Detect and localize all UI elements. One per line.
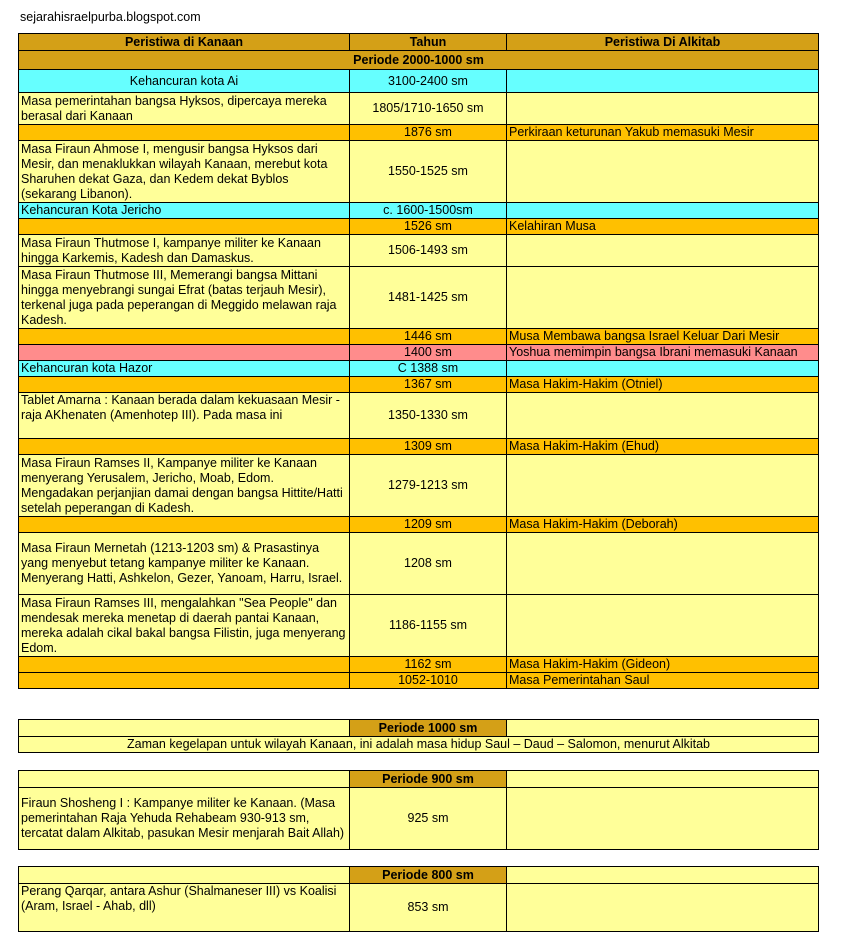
period-row (19, 51, 819, 70)
blank-cell (507, 771, 819, 788)
alkitab-cell: Perkiraan keturunan Yakub memasuki Mesir (507, 125, 819, 141)
year-cell: 1550-1525 sm (350, 141, 507, 203)
period-header-row (19, 771, 819, 788)
kanaan-cell: Kehancuran kota Hazor (19, 361, 350, 377)
kanaan-cell (19, 439, 350, 455)
year-cell: 1350-1330 sm (350, 393, 507, 439)
table-row (19, 517, 819, 533)
table-row (19, 361, 819, 377)
table-row (19, 93, 819, 125)
alkitab-cell: Kelahiran Musa (507, 219, 819, 235)
year-cell: 925 sm (350, 788, 507, 850)
kanaan-cell: Masa Firaun Ahmose I, mengusir bangsa Hyksos dari Mesir, dan menaklukkan wilayah Kanaan, merebut kota Sharuhen dekat Gaza, dan Kedem dekat Byblos (sekarang Libanon). (19, 141, 350, 203)
table-row (19, 203, 819, 219)
kanaan-cell: Masa Firaun Thutmose I, kampanye militer ke Kanaan hingga Karkemis, Kadesh dan Damaskus. (19, 235, 350, 267)
alkitab-cell (507, 533, 819, 595)
table-row (19, 329, 819, 345)
alkitab-cell (507, 788, 819, 850)
kanaan-cell: Masa pemerintahan bangsa Hyksos, dipercaya mereka berasal dari Kanaan (19, 93, 350, 125)
period-title: Periode 2000-1000 sm (19, 51, 819, 70)
alkitab-cell: Masa Hakim-Hakim (Ehud) (507, 439, 819, 455)
alkitab-cell (507, 361, 819, 377)
period-title: Periode 900 sm (350, 771, 507, 788)
kanaan-cell: Kehancuran Kota Jericho (19, 203, 350, 219)
table-row (19, 788, 819, 850)
year-cell: 1481-1425 sm (350, 267, 507, 329)
year-cell: 1400 sm (350, 345, 507, 361)
header-kanaan: Peristiwa di Kanaan (19, 34, 350, 51)
source-url: sejarahisraelpurba.blogspot.com (20, 10, 201, 24)
timeline-table-800 (18, 866, 819, 932)
timeline-table-900 (18, 770, 819, 850)
alkitab-cell (507, 393, 819, 439)
year-cell: 1279-1213 sm (350, 455, 507, 517)
table-row (19, 884, 819, 932)
kanaan-cell: Firaun Shosheng I : Kampanye militer ke Kanaan. (Masa pemerintahan Raja Yehuda Rehabeam 930-913 sm, tercatat dalam Alkitab, pasukan Mesir menjarah Bait Allah) (19, 788, 350, 850)
year-cell: 1805/1710-1650 sm (350, 93, 507, 125)
table-row (19, 737, 819, 753)
alkitab-cell: Masa Hakim-Hakim (Deborah) (507, 517, 819, 533)
kanaan-cell: Masa Firaun Ramses III, mengalahkan "Sea People" dan mendesak mereka menetap di daerah pantai Kanaan, mereka adalah cikal bakal bangsa Filistin, juga menyerang Edom. (19, 595, 350, 657)
table-row (19, 235, 819, 267)
table-row (19, 455, 819, 517)
kanaan-cell: Perang Qarqar, antara Ashur (Shalmaneser III) vs Koalisi (Aram, Israel - Ahab, dll) (19, 884, 350, 932)
blank-cell (507, 867, 819, 884)
blank-cell (507, 720, 819, 737)
year-cell: 1526 sm (350, 219, 507, 235)
year-cell: C 1388 sm (350, 361, 507, 377)
kanaan-cell (19, 377, 350, 393)
period-header-row (19, 867, 819, 884)
alkitab-cell (507, 70, 819, 93)
year-cell: 1209 sm (350, 517, 507, 533)
table-row (19, 533, 819, 595)
kanaan-cell (19, 657, 350, 673)
table-row (19, 125, 819, 141)
year-cell: 1446 sm (350, 329, 507, 345)
table-row (19, 141, 819, 203)
kanaan-cell (19, 345, 350, 361)
alkitab-cell (507, 93, 819, 125)
table-row (19, 393, 819, 439)
header-tahun: Tahun (350, 34, 507, 51)
table-row (19, 595, 819, 657)
period-description: Zaman kegelapan untuk wilayah Kanaan, ini adalah masa hidup Saul – Daud – Salomon, menurut Alkitab (19, 737, 819, 753)
year-cell: c. 1600-1500sm (350, 203, 507, 219)
table-row (19, 377, 819, 393)
alkitab-cell: Masa Hakim-Hakim (Otniel) (507, 377, 819, 393)
kanaan-cell (19, 329, 350, 345)
alkitab-cell (507, 267, 819, 329)
table-row (19, 657, 819, 673)
kanaan-cell (19, 125, 350, 141)
alkitab-cell (507, 203, 819, 219)
table-row (19, 267, 819, 329)
year-cell: 1309 sm (350, 439, 507, 455)
table-row (19, 439, 819, 455)
timeline-table-1000 (18, 719, 819, 753)
alkitab-cell (507, 141, 819, 203)
period-header-row (19, 720, 819, 737)
year-cell: 1162 sm (350, 657, 507, 673)
kanaan-cell (19, 219, 350, 235)
alkitab-cell (507, 884, 819, 932)
header-alkitab: Peristiwa Di Alkitab (507, 34, 819, 51)
year-cell: 853 sm (350, 884, 507, 932)
blank-cell (19, 771, 350, 788)
period-title: Periode 1000 sm (350, 720, 507, 737)
alkitab-cell: Masa Hakim-Hakim (Gideon) (507, 657, 819, 673)
year-cell: 1052-1010 (350, 673, 507, 689)
alkitab-cell: Masa Pemerintahan Saul (507, 673, 819, 689)
alkitab-cell (507, 455, 819, 517)
period-title: Periode 800 sm (350, 867, 507, 884)
table-row (19, 219, 819, 235)
year-cell: 1367 sm (350, 377, 507, 393)
alkitab-cell (507, 235, 819, 267)
table-row (19, 673, 819, 689)
kanaan-cell: Tablet Amarna : Kanaan berada dalam kekuasaan Mesir - raja AKhenaten (Amenhotep III). Pada masa ini (19, 393, 350, 439)
header-row (19, 34, 819, 51)
year-cell: 1186-1155 sm (350, 595, 507, 657)
year-cell: 1208 sm (350, 533, 507, 595)
kanaan-cell (19, 673, 350, 689)
kanaan-cell: Masa Firaun Mernetah (1213-1203 sm) & Prasastinya yang menyebut tetang kampanye militer ke Kanaan. Menyerang Hatti, Ashkelon, Gezer, Yanoam, Harru, Israel. (19, 533, 350, 595)
alkitab-cell (507, 595, 819, 657)
kanaan-cell (19, 517, 350, 533)
kanaan-cell: Kehancuran kota Ai (19, 70, 350, 93)
kanaan-cell: Masa Firaun Thutmose III, Memerangi bangsa Mittani hingga menyebrangi sungai Efrat (batas terjauh Mesir), terkenal juga pada peperangan di Meggido melawan raja Kadesh. (19, 267, 350, 329)
table-row (19, 345, 819, 361)
alkitab-cell: Yoshua memimpin bangsa Ibrani memasuki Kanaan (507, 345, 819, 361)
timeline-table-main (18, 33, 819, 689)
year-cell: 3100-2400 sm (350, 70, 507, 93)
blank-cell (19, 720, 350, 737)
year-cell: 1506-1493 sm (350, 235, 507, 267)
year-cell: 1876 sm (350, 125, 507, 141)
blank-cell (19, 867, 350, 884)
alkitab-cell: Musa Membawa bangsa Israel Keluar Dari Mesir (507, 329, 819, 345)
kanaan-cell: Masa Firaun Ramses II, Kampanye militer ke Kanaan menyerang Yerusalem, Jericho, Moab, Edom. Mengadakan perjanjian damai dengan bangsa Hittite/Hatti setelah peperangan di Kadesh. (19, 455, 350, 517)
table-row (19, 70, 819, 93)
